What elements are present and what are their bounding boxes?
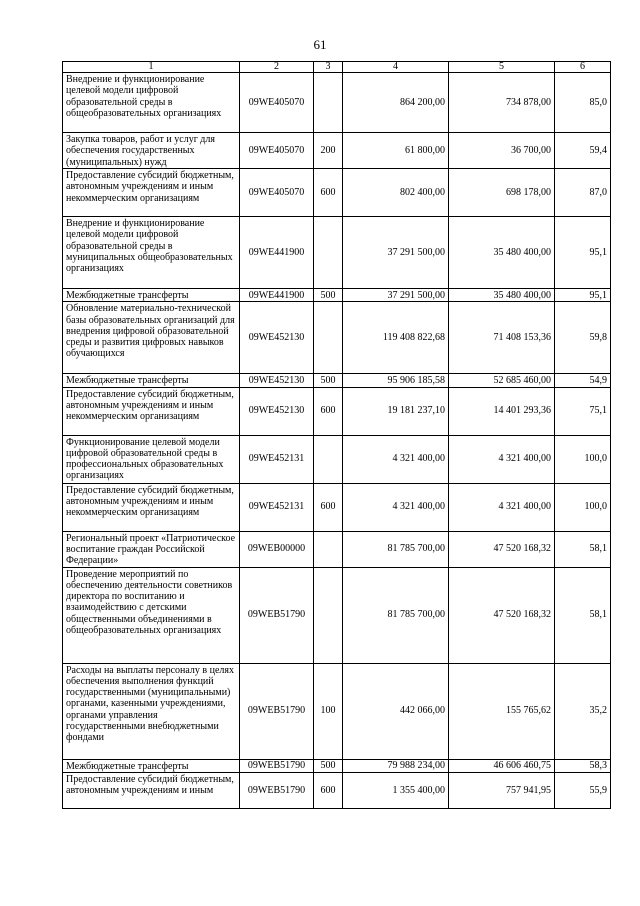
row-execution-percent-cell: 100,0 (555, 483, 611, 531)
row-execution-percent-cell: 59,8 (555, 302, 611, 374)
table-row (63, 663, 611, 759)
table-row (63, 169, 611, 217)
row-code-cell: 09WE441900 (240, 217, 314, 289)
row-code-cell: 09WE441900 (240, 289, 314, 302)
row-expense-type-cell: 500 (314, 289, 343, 302)
row-actual-amount-cell: 14 401 293,36 (449, 387, 555, 435)
row-expense-type-cell: 100 (314, 663, 343, 759)
row-actual-amount-cell: 757 941,95 (449, 772, 555, 808)
row-actual-amount-cell: 4 321 400,00 (449, 435, 555, 483)
table-row (63, 772, 611, 808)
row-planned-amount-cell: 4 321 400,00 (343, 483, 449, 531)
row-name-cell: Межбюджетные трансферты (63, 374, 240, 387)
row-expense-type-cell: 500 (314, 759, 343, 772)
row-execution-percent-cell: 35,2 (555, 663, 611, 759)
table-row (63, 289, 611, 302)
column-header-3: 3 (314, 62, 343, 73)
row-name-cell: Обновление материально-технической базы образовательных организаций для внедрения цифровой образовательной среды и развития цифровых навыков обучающихся (63, 302, 240, 374)
table-row (63, 435, 611, 483)
table-row (63, 567, 611, 663)
row-name-cell: Предоставление субсидий бюджетным, автономным учреждениям и иным некоммерческим организациям (63, 169, 240, 217)
row-expense-type-cell: 600 (314, 772, 343, 808)
row-expense-type-cell: 500 (314, 374, 343, 387)
row-expense-type-cell (314, 531, 343, 567)
table-row (63, 483, 611, 531)
row-actual-amount-cell: 4 321 400,00 (449, 483, 555, 531)
row-code-cell: 09WE452130 (240, 387, 314, 435)
row-code-cell: 09WEB51790 (240, 759, 314, 772)
row-code-cell: 09WEB51790 (240, 772, 314, 808)
row-actual-amount-cell: 35 480 400,00 (449, 217, 555, 289)
row-code-cell: 09WEB51790 (240, 567, 314, 663)
row-name-cell: Региональный проект «Патриотическое воспитание граждан Российской Федерации» (63, 531, 240, 567)
row-name-cell: Закупка товаров, работ и услуг для обеспечения государственных (муниципальных) нужд (63, 133, 240, 169)
row-code-cell: 09WE405070 (240, 73, 314, 133)
row-execution-percent-cell: 58,1 (555, 531, 611, 567)
row-actual-amount-cell: 71 408 153,36 (449, 302, 555, 374)
column-header-5: 5 (449, 62, 555, 73)
row-name-cell: Предоставление субсидий бюджетным, автономным учреждениям и иным некоммерческим организациям (63, 483, 240, 531)
header-row (63, 62, 611, 73)
row-planned-amount-cell: 119 408 822,68 (343, 302, 449, 374)
table-row (63, 531, 611, 567)
row-name-cell: Расходы на выплаты персоналу в целях обеспечения выполнения функций государственными (муниципальными) органами, казенными учреждениями, органами управления государственными внебюджетными фондами (63, 663, 240, 759)
row-name-cell: Проведение мероприятий по обеспечению деятельности советников директора по воспитанию и взаимодействию с детскими общественными объединениями в общеобразовательных организациях (63, 567, 240, 663)
row-planned-amount-cell: 442 066,00 (343, 663, 449, 759)
row-name-cell: Функционирование целевой модели цифровой образовательной среды в профессиональных образовательных организациях (63, 435, 240, 483)
row-execution-percent-cell: 85,0 (555, 73, 611, 133)
row-planned-amount-cell: 81 785 700,00 (343, 531, 449, 567)
row-actual-amount-cell: 734 878,00 (449, 73, 555, 133)
row-execution-percent-cell: 75,1 (555, 387, 611, 435)
row-expense-type-cell (314, 435, 343, 483)
row-execution-percent-cell: 58,3 (555, 759, 611, 772)
row-code-cell: 09WE452131 (240, 435, 314, 483)
row-actual-amount-cell: 52 685 460,00 (449, 374, 555, 387)
row-planned-amount-cell: 37 291 500,00 (343, 217, 449, 289)
table-row (63, 133, 611, 169)
budget-table (62, 61, 611, 809)
row-execution-percent-cell: 100,0 (555, 435, 611, 483)
row-planned-amount-cell: 1 355 400,00 (343, 772, 449, 808)
row-expense-type-cell (314, 302, 343, 374)
row-actual-amount-cell: 35 480 400,00 (449, 289, 555, 302)
row-code-cell: 09WE452130 (240, 374, 314, 387)
column-header-4: 4 (343, 62, 449, 73)
row-planned-amount-cell: 4 321 400,00 (343, 435, 449, 483)
column-header-1: 1 (63, 62, 240, 73)
row-execution-percent-cell: 95,1 (555, 217, 611, 289)
row-name-cell: Межбюджетные трансферты (63, 759, 240, 772)
row-code-cell: 09WE452131 (240, 483, 314, 531)
row-planned-amount-cell: 864 200,00 (343, 73, 449, 133)
row-planned-amount-cell: 802 400,00 (343, 169, 449, 217)
row-actual-amount-cell: 36 700,00 (449, 133, 555, 169)
row-name-cell: Межбюджетные трансферты (63, 289, 240, 302)
row-expense-type-cell: 600 (314, 387, 343, 435)
row-planned-amount-cell: 37 291 500,00 (343, 289, 449, 302)
row-name-cell: Внедрение и функционирование целевой модели цифровой образовательной среды в общеобразовательных организациях (63, 73, 240, 133)
row-execution-percent-cell: 58,1 (555, 567, 611, 663)
row-execution-percent-cell: 59,4 (555, 133, 611, 169)
row-expense-type-cell: 200 (314, 133, 343, 169)
row-actual-amount-cell: 47 520 168,32 (449, 531, 555, 567)
row-actual-amount-cell: 155 765,62 (449, 663, 555, 759)
row-code-cell: 09WEB51790 (240, 663, 314, 759)
row-execution-percent-cell: 54,9 (555, 374, 611, 387)
row-actual-amount-cell: 47 520 168,32 (449, 567, 555, 663)
table-row (63, 302, 611, 374)
row-expense-type-cell: 600 (314, 483, 343, 531)
row-code-cell: 09WEB00000 (240, 531, 314, 567)
budget-table-body (63, 62, 611, 809)
row-code-cell: 09WE452130 (240, 302, 314, 374)
row-planned-amount-cell: 95 906 185,58 (343, 374, 449, 387)
column-header-2: 2 (240, 62, 314, 73)
row-expense-type-cell (314, 73, 343, 133)
table-row (63, 73, 611, 133)
row-expense-type-cell: 600 (314, 169, 343, 217)
row-name-cell: Предоставление субсидий бюджетным, автономным учреждениям и иным некоммерческим организациям (63, 387, 240, 435)
table-row (63, 759, 611, 772)
row-code-cell: 09WE405070 (240, 169, 314, 217)
row-name-cell: Внедрение и функционирование целевой модели цифровой образовательной среды в муниципальных общеобразовательных организациях (63, 217, 240, 289)
table-row (63, 217, 611, 289)
column-header-6: 6 (555, 62, 611, 73)
row-expense-type-cell (314, 567, 343, 663)
row-planned-amount-cell: 61 800,00 (343, 133, 449, 169)
table-row (63, 374, 611, 387)
row-planned-amount-cell: 19 181 237,10 (343, 387, 449, 435)
row-execution-percent-cell: 95,1 (555, 289, 611, 302)
row-execution-percent-cell: 87,0 (555, 169, 611, 217)
row-planned-amount-cell: 81 785 700,00 (343, 567, 449, 663)
row-name-cell: Предоставление субсидий бюджетным, автономным учреждениям и иным (63, 772, 240, 808)
row-actual-amount-cell: 698 178,00 (449, 169, 555, 217)
row-planned-amount-cell: 79 988 234,00 (343, 759, 449, 772)
table-row (63, 387, 611, 435)
row-code-cell: 09WE405070 (240, 133, 314, 169)
page-number: 61 (313, 37, 327, 52)
row-execution-percent-cell: 55,9 (555, 772, 611, 808)
row-expense-type-cell (314, 217, 343, 289)
row-actual-amount-cell: 46 606 460,75 (449, 759, 555, 772)
